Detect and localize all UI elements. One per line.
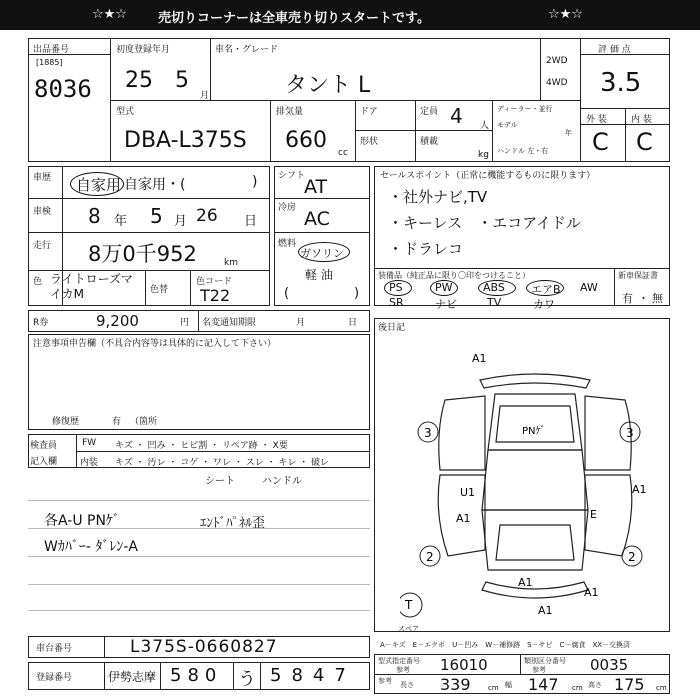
- history-value: 自家用: [76, 176, 122, 194]
- shift-value: AT: [304, 176, 328, 198]
- reference-label-1: 参考: [396, 666, 410, 674]
- equipment-label: 装備品（純正品に限り〇印をつけること）: [378, 271, 530, 280]
- category-no-value: 0035: [590, 656, 629, 674]
- km-label: km: [224, 258, 238, 268]
- reference-label-2: 参考: [532, 666, 546, 674]
- remark-3: ｴﾝﾄﾞﾊﾟﾈﾙ歪: [200, 516, 266, 531]
- person-unit: 人: [480, 121, 490, 131]
- insp-month: 5: [150, 204, 163, 228]
- model-value: DBA-L375S: [124, 128, 247, 153]
- wd2-label: 2WD: [546, 56, 568, 66]
- dealer-label: ディーラー・並行: [497, 105, 553, 113]
- capacity-label: 定員: [420, 107, 439, 117]
- width-label: 幅: [505, 681, 512, 689]
- remark-2: Wｶﾊﾞｰ- ﾀﾞﾚﾝ-A: [44, 539, 138, 555]
- reg-year: 25: [125, 68, 153, 93]
- diagram-mark-3: A1: [456, 512, 471, 525]
- fw-note-1: シート: [205, 476, 235, 487]
- type-designation-label: 型式指定番号: [378, 657, 420, 665]
- history-label: 車歴: [33, 173, 52, 183]
- length-cm: cm: [488, 684, 499, 692]
- banner-text: 売切りコーナーは全車売り切りスタートです。: [158, 11, 430, 26]
- form-label: 形状: [360, 137, 379, 147]
- first-reg-label: 初度登録年月: [116, 45, 171, 55]
- diagram-mark-7: U1: [460, 486, 476, 499]
- equip-airb: エアB: [531, 283, 561, 296]
- repair-yes: 有: [112, 417, 122, 427]
- diagram-mark-8: E: [590, 508, 597, 521]
- color-code-value: T22: [200, 286, 231, 305]
- length-value: 339: [440, 675, 471, 694]
- equip-ps: PS: [389, 281, 403, 294]
- equip-navi: ナビ: [435, 298, 457, 311]
- recycle-value: 9,200: [96, 312, 139, 330]
- recycle-row: [28, 310, 370, 332]
- category-no-label: 類別区分番号: [524, 657, 566, 665]
- repair-place: （箇所: [130, 417, 158, 427]
- new-warranty-label: 新車保証書: [618, 271, 658, 280]
- chassis-value: L375S-0660827: [130, 637, 278, 657]
- model-label: 型式: [116, 107, 135, 117]
- interior-label: 内 装: [631, 115, 652, 125]
- fuel-value-2: 軽 油: [305, 268, 333, 282]
- height-label: 高さ: [588, 681, 602, 689]
- height-cm: cm: [656, 684, 667, 692]
- month-label-reg: 月: [200, 91, 210, 101]
- auto-tax-month: 月: [296, 318, 306, 328]
- color-change-label: 色替: [150, 285, 169, 295]
- fw-items: キズ ・ 凹み ・ ヒビ割 ・ リペア跡 ・ X要: [115, 441, 288, 451]
- legend: A－キズ E－エクボ U－凹み W－補修跡 S－サビ C－腐食 XX－交換済: [380, 641, 631, 649]
- diagram-mark-10: 3: [424, 426, 432, 440]
- lot-no-label: 出品番号: [33, 45, 70, 55]
- kg-label: kg: [478, 150, 489, 160]
- car-damage-diagram: [400, 350, 670, 620]
- diagram-mark-11: 3: [626, 426, 634, 440]
- inspection-label: 車検: [33, 207, 52, 217]
- plate-kana: う: [238, 669, 256, 690]
- plate-label: 登録番号: [36, 673, 73, 683]
- notes-label: 注意事項申告欄（不具合内容等は具体的に記入して下さい）: [33, 339, 277, 349]
- spare-label: スペア: [398, 625, 419, 633]
- diagram-mark-9: PNｹﾞ: [522, 426, 546, 437]
- banner: [0, 0, 700, 30]
- equip-leather: カワ: [533, 298, 555, 311]
- recycle-label: R券: [33, 318, 49, 328]
- wd4-label: 4WD: [546, 78, 568, 88]
- interior-value: C: [636, 128, 653, 156]
- interior-items: キズ ・ 汚レ ・ コゲ ・ ワレ ・ スレ ・ キレ ・ 破レ: [115, 458, 330, 468]
- insp-year: 8: [88, 204, 101, 228]
- aircon-label: 冷房: [278, 203, 297, 213]
- mileage-label: 走行: [33, 241, 52, 251]
- diagram-mark-4: A1: [518, 576, 533, 589]
- model-year-label: モデル: [497, 121, 518, 129]
- history-options: 自家用・(: [124, 177, 186, 193]
- auto-tax-day: 日: [348, 318, 358, 328]
- banner-stars-right: ☆★☆: [548, 7, 583, 22]
- fw-note-2: ハンドル: [262, 476, 302, 487]
- warranty-yes: 有: [622, 292, 633, 305]
- insp-month-label: 月: [174, 214, 188, 229]
- equip-pw: PW: [435, 281, 453, 294]
- loading-label: 積載: [420, 137, 439, 147]
- diagram-mark-6: A1: [538, 604, 553, 617]
- displacement-value: 660: [285, 128, 327, 153]
- aircon-value: AC: [304, 208, 330, 230]
- insp-day: 26: [196, 206, 218, 226]
- insp-day-label: 日: [244, 214, 258, 229]
- diagram-mark-13: 2: [628, 550, 636, 564]
- sales-point-3: ・ドラレコ: [388, 240, 464, 258]
- sales-point-1: ・社外ナビ,TV: [388, 188, 488, 206]
- shift-label: シフト: [278, 171, 306, 181]
- repair-history-label: 修復歴: [52, 417, 80, 427]
- plate-area: 伊勢志摩: [108, 670, 157, 684]
- entry-label: 記入欄: [30, 457, 58, 467]
- diagram-mark-2: A1: [632, 483, 647, 496]
- remark-1: 各A-U PNｹﾞ: [44, 513, 120, 529]
- displacement-label: 排気量: [276, 107, 304, 117]
- fuel-paren-close: ): [354, 286, 360, 301]
- mileage-value: 8万0千952: [88, 242, 197, 266]
- sales-points-label: セールスポイント（正常に機能するものに限ります）: [380, 171, 596, 181]
- sales-point-2: ・キーレス ・エコアイドル: [388, 214, 581, 232]
- diagram-mark-5: A1: [584, 586, 599, 599]
- width-cm: cm: [572, 684, 583, 692]
- length-label: 長さ: [400, 681, 414, 689]
- later-inspection-label: 後日記: [378, 323, 406, 333]
- exterior-value: C: [592, 128, 609, 156]
- door-label: ドア: [360, 107, 378, 117]
- exterior-label: 外 装: [586, 115, 607, 125]
- car-name: タント L: [285, 73, 371, 98]
- equip-abs: ABS: [483, 281, 505, 294]
- insp-year-label: 年: [114, 214, 128, 229]
- height-value: 175: [614, 675, 645, 694]
- yen-label: 円: [180, 318, 190, 328]
- model-year-unit: 年: [565, 129, 572, 137]
- inspector-label: 検査員: [30, 441, 58, 451]
- lot-no: 8036: [34, 75, 92, 103]
- car-name-label: 車名・グレード: [215, 45, 279, 55]
- type-designation-value: 16010: [440, 656, 488, 674]
- color-value: ライトローズマイカM: [50, 272, 133, 301]
- reference-label-3: 参考: [378, 677, 392, 685]
- equip-aw: AW: [580, 281, 598, 294]
- cc-label: cc: [338, 148, 348, 158]
- diagram-mark-14: T: [405, 598, 413, 612]
- lot-small: [1885]: [36, 58, 63, 67]
- history-close: ): [252, 174, 258, 190]
- width-value: 147: [528, 675, 559, 694]
- plate-number: 5847: [270, 665, 356, 686]
- warranty-no: 無: [652, 292, 663, 305]
- grade-label: 評 価 点: [598, 45, 631, 55]
- fuel-label: 燃料: [278, 239, 297, 249]
- chassis-label: 車台番号: [36, 644, 73, 654]
- diagram-mark-1: A1: [472, 352, 487, 365]
- reg-month: 5: [175, 68, 189, 93]
- interior-row-label: 内装: [80, 458, 99, 468]
- capacity-value: 4: [450, 104, 463, 128]
- color-label: 色: [33, 277, 43, 287]
- auto-tax-label: 名変通知期限: [202, 318, 257, 328]
- warranty-sep: ・: [638, 292, 649, 305]
- diagram-mark-12: 2: [426, 550, 434, 564]
- equip-tv: TV: [487, 296, 502, 309]
- color-code-label: 色コード: [196, 277, 233, 287]
- grade-value: 3.5: [600, 68, 642, 98]
- equip-sr: SR: [389, 296, 404, 309]
- plate-class: 580: [170, 665, 223, 686]
- handle-label: ハンドル 左・右: [497, 147, 549, 155]
- fuel-paren: (: [284, 286, 290, 301]
- fw-label: FW: [82, 438, 97, 448]
- fuel-value: ガソリン: [300, 247, 344, 260]
- banner-stars-left: ☆★☆: [92, 7, 127, 22]
